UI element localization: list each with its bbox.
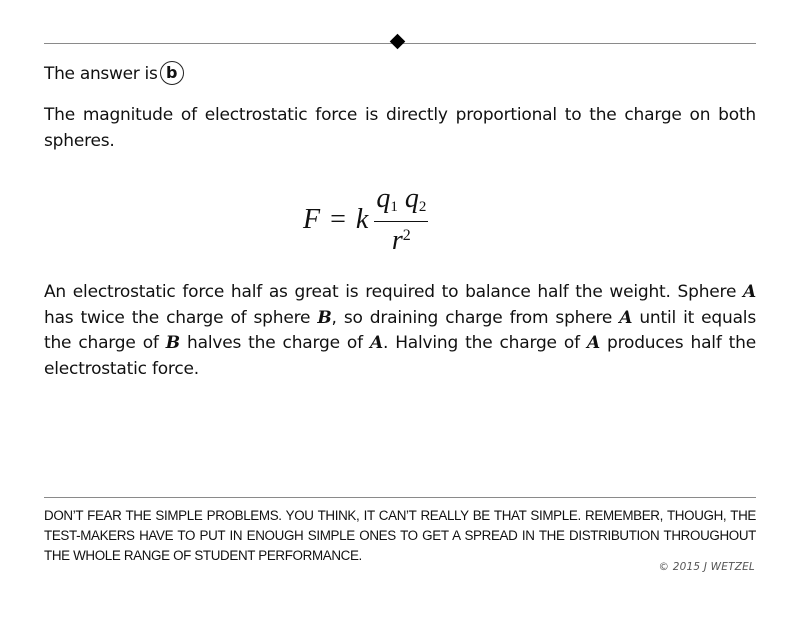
formula-numerator bbox=[374, 185, 428, 222]
formula-force: F bbox=[303, 204, 321, 235]
text-run: An electrostatic force half as great is required to balance half the weight. Sphere bbox=[44, 282, 743, 302]
formula-denominator bbox=[392, 222, 411, 255]
answer-prefix: The answer is bbox=[44, 64, 158, 84]
explanation-paragraph-1: The magnitude of electrostatic force is directly proportional to the charge on both spheres. bbox=[44, 105, 756, 151]
formula-q2-sub: 2 bbox=[418, 199, 427, 215]
answer-line bbox=[44, 62, 184, 86]
text-run: produces half the electrostatic force. bbox=[44, 333, 756, 379]
explanation-paragraph-2 bbox=[44, 280, 756, 382]
copyright-notice: © 2015 J WETZEL bbox=[658, 561, 755, 573]
formula-constant: k bbox=[355, 204, 369, 235]
variable-b: B bbox=[165, 333, 180, 353]
formula-equals: = bbox=[330, 204, 346, 235]
variable-a: A bbox=[586, 333, 600, 353]
formula-q1-sub: 1 bbox=[390, 199, 398, 215]
diamond-icon bbox=[390, 34, 406, 50]
text-run: halves the charge of bbox=[179, 333, 370, 353]
coulomb-law-formula bbox=[303, 183, 428, 256]
variable-a: A bbox=[369, 333, 383, 353]
variable-b: B bbox=[317, 307, 332, 328]
bottom-divider bbox=[44, 497, 756, 498]
formula-fraction bbox=[374, 185, 428, 255]
text-run: until it equals the charge of bbox=[44, 307, 756, 353]
formula-r-sup: 2 bbox=[402, 227, 411, 244]
formula-q2: q bbox=[404, 183, 419, 214]
test-taking-tip: DON’T FEAR THE SIMPLE PROBLEMS. YOU THINK, IT CAN’T REALLY BE THAT SIMPLE. REMEMBER, THOUGH, THE TEST-MAKERS HAVE TO PUT IN ENOUGH SIMPLE ONES TO GET A SPREAD IN THE DISTRIBUTION THROUGHOUT THE WHOLE RANGE OF STUDENT PERFORMANCE. bbox=[44, 508, 756, 563]
text-run: . Halving the charge of bbox=[382, 333, 587, 353]
variable-a: A bbox=[619, 307, 633, 328]
answer-choice-circle: b bbox=[160, 61, 184, 85]
text-run: has twice the charge of sphere bbox=[44, 307, 318, 328]
text-run: , so draining charge from sphere bbox=[331, 307, 620, 328]
formula-r: r bbox=[391, 225, 403, 256]
variable-a: A bbox=[743, 282, 756, 302]
formula-q1: q bbox=[376, 183, 391, 214]
